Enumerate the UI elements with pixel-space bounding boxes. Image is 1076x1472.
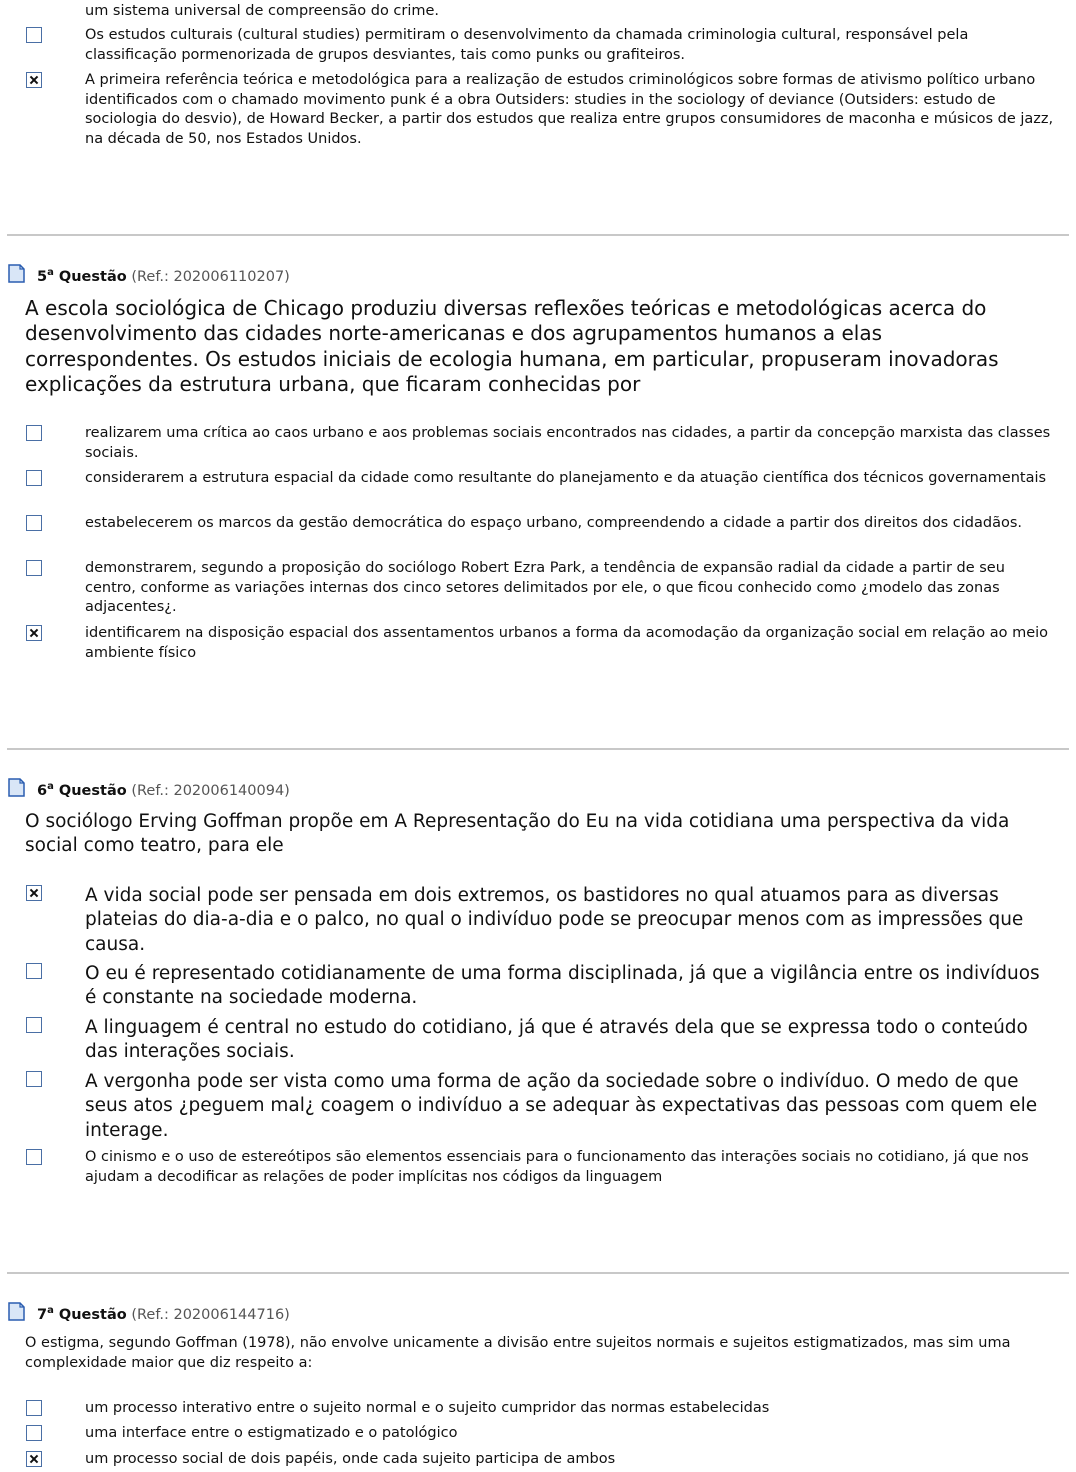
question-ref: (Ref.: 202006140094) bbox=[131, 782, 290, 799]
option-checkbox-checked[interactable] bbox=[26, 625, 42, 641]
previous-option-fragment: um sistema universal de compreensão do crime. bbox=[85, 3, 440, 19]
option-checkbox[interactable] bbox=[26, 1017, 42, 1033]
option-text: A vergonha pode ser vista como uma forma de ação da sociedade sobre o indivíduo. O medo de que seus atos ¿peguem mal¿ coagem o indivíduo a se adequar às expectativas das pessoas com quem ele interage. bbox=[85, 1071, 1038, 1141]
document-icon bbox=[7, 776, 27, 798]
option-text: O cinismo e o uso de estereótipos são elementos essenciais para o funcionamento das interações sociais no cotidiano, já que nos ajudam a decodificar as relações de poder implícitas nos códigos da linguagem bbox=[85, 1149, 1029, 1185]
option-text: demonstrarem, segundo a proposição do sociólogo Robert Ezra Park, a tendência de expansão radial da cidade a partir de seu centro, conforme as variações internas dos cinco setores delimitados por ele, o que ficou conhecido como ¿modelo das zonas adjacentes¿. bbox=[85, 560, 1005, 616]
option-checkbox[interactable] bbox=[26, 515, 42, 531]
option-checkbox[interactable] bbox=[26, 27, 42, 43]
option-checkbox[interactable] bbox=[26, 1149, 42, 1165]
option-text: um processo social de dois papéis, onde cada sujeito participa de ambos bbox=[85, 1451, 616, 1467]
document-icon bbox=[7, 262, 27, 284]
option-text: realizarem uma crítica ao caos urbano e aos problemas sociais encontrados nas cidades, a partir da concepção marxista das classes sociais. bbox=[85, 425, 1051, 461]
option-checkbox[interactable] bbox=[26, 963, 42, 979]
option-text: Os estudos culturais (cultural studies) permitiram o desenvolvimento da chamada criminologia cultural, responsável pela classificação pormenorizada de grupos desviantes, tais como punks ou grafiteiros. bbox=[85, 27, 969, 63]
option-checkbox-checked[interactable] bbox=[26, 1451, 42, 1467]
option-text: um processo interativo entre o sujeito normal e o sujeito cumpridor das normas estabelecidas bbox=[85, 1400, 770, 1416]
option-checkbox[interactable] bbox=[26, 1071, 42, 1087]
option-checkbox-checked[interactable] bbox=[26, 885, 42, 901]
option-text: uma interface entre o estigmatizado e o patológico bbox=[85, 1425, 458, 1441]
question-stem: O sociólogo Erving Goffman propõe em A Representação do Eu na vida cotidiana uma perspectiva da vida social como teatro, para ele bbox=[25, 811, 1010, 857]
option-checkbox[interactable] bbox=[26, 560, 42, 576]
option-text: A vida social pode ser pensada em dois extremos, os bastidores no qual atuamos para as diversas plateias do dia-a-dia e o palco, no qual o indivíduo pode se preocupar menos com as impressões que causa. bbox=[85, 885, 1024, 955]
document-icon bbox=[7, 1300, 27, 1322]
option-text: considerarem a estrutura espacial da cidade como resultante do planejamento e da atuação científica dos técnicos governamentais bbox=[85, 470, 1047, 486]
question-stem: O estigma, segundo Goffman (1978), não envolve unicamente a divisão entre sujeitos normais e sujeitos estigmatizados, mas sim uma complexidade maior que diz respeito a: bbox=[25, 1335, 1011, 1371]
question-stem: A escola sociológica de Chicago produziu diversas reflexões teóricas e metodológicas acerca do desenvolvimento das cidades norte-americanas e dos agrupamentos humanos a elas correspondentes. Os estudos iniciais de ecologia humana, em particular, propuseram inovadoras explicações da estrutura urbana, que ficaram conhecidas por bbox=[25, 296, 999, 396]
option-text: estabelecerem os marcos da gestão democrática do espaço urbano, compreendendo a cidade a partir dos direitos dos cidadãos. bbox=[85, 515, 1023, 531]
option-checkbox[interactable] bbox=[26, 470, 42, 486]
question-divider bbox=[7, 234, 1069, 236]
option-checkbox-checked[interactable] bbox=[26, 72, 42, 88]
option-text: identificarem na disposição espacial dos assentamentos urbanos a forma da acomodação da organização social em relação ao meio ambiente físico bbox=[85, 625, 1049, 661]
option-text: A linguagem é central no estudo do cotidiano, já que é através dela que se expressa todo o conteúdo das interações sociais. bbox=[85, 1017, 1028, 1063]
question-divider bbox=[7, 748, 1069, 750]
option-text: O eu é representado cotidianamente de uma forma disciplinada, já que a vigilância entre os indivíduos é constante na sociedade moderna. bbox=[85, 963, 1040, 1009]
question-ref: (Ref.: 202006144716) bbox=[131, 1306, 290, 1323]
question-ref: (Ref.: 202006110207) bbox=[131, 268, 290, 285]
question-divider bbox=[7, 1272, 1069, 1274]
option-checkbox[interactable] bbox=[26, 1425, 42, 1441]
option-checkbox[interactable] bbox=[26, 425, 42, 441]
option-checkbox[interactable] bbox=[26, 1400, 42, 1416]
option-text: A primeira referência teórica e metodológica para a realização de estudos criminológicos sobre formas de ativismo político urbano identificados com o chamado movimento punk é a obra Outsiders: studies in the sociology of deviance (Outsiders: estudo de sociologia do desvio), de Howard Becker, a partir dos estudos que realiza entre grupos consumidores de maconha e músicos de jazz, na década de 50, nos Estados Unidos. bbox=[85, 72, 1054, 147]
